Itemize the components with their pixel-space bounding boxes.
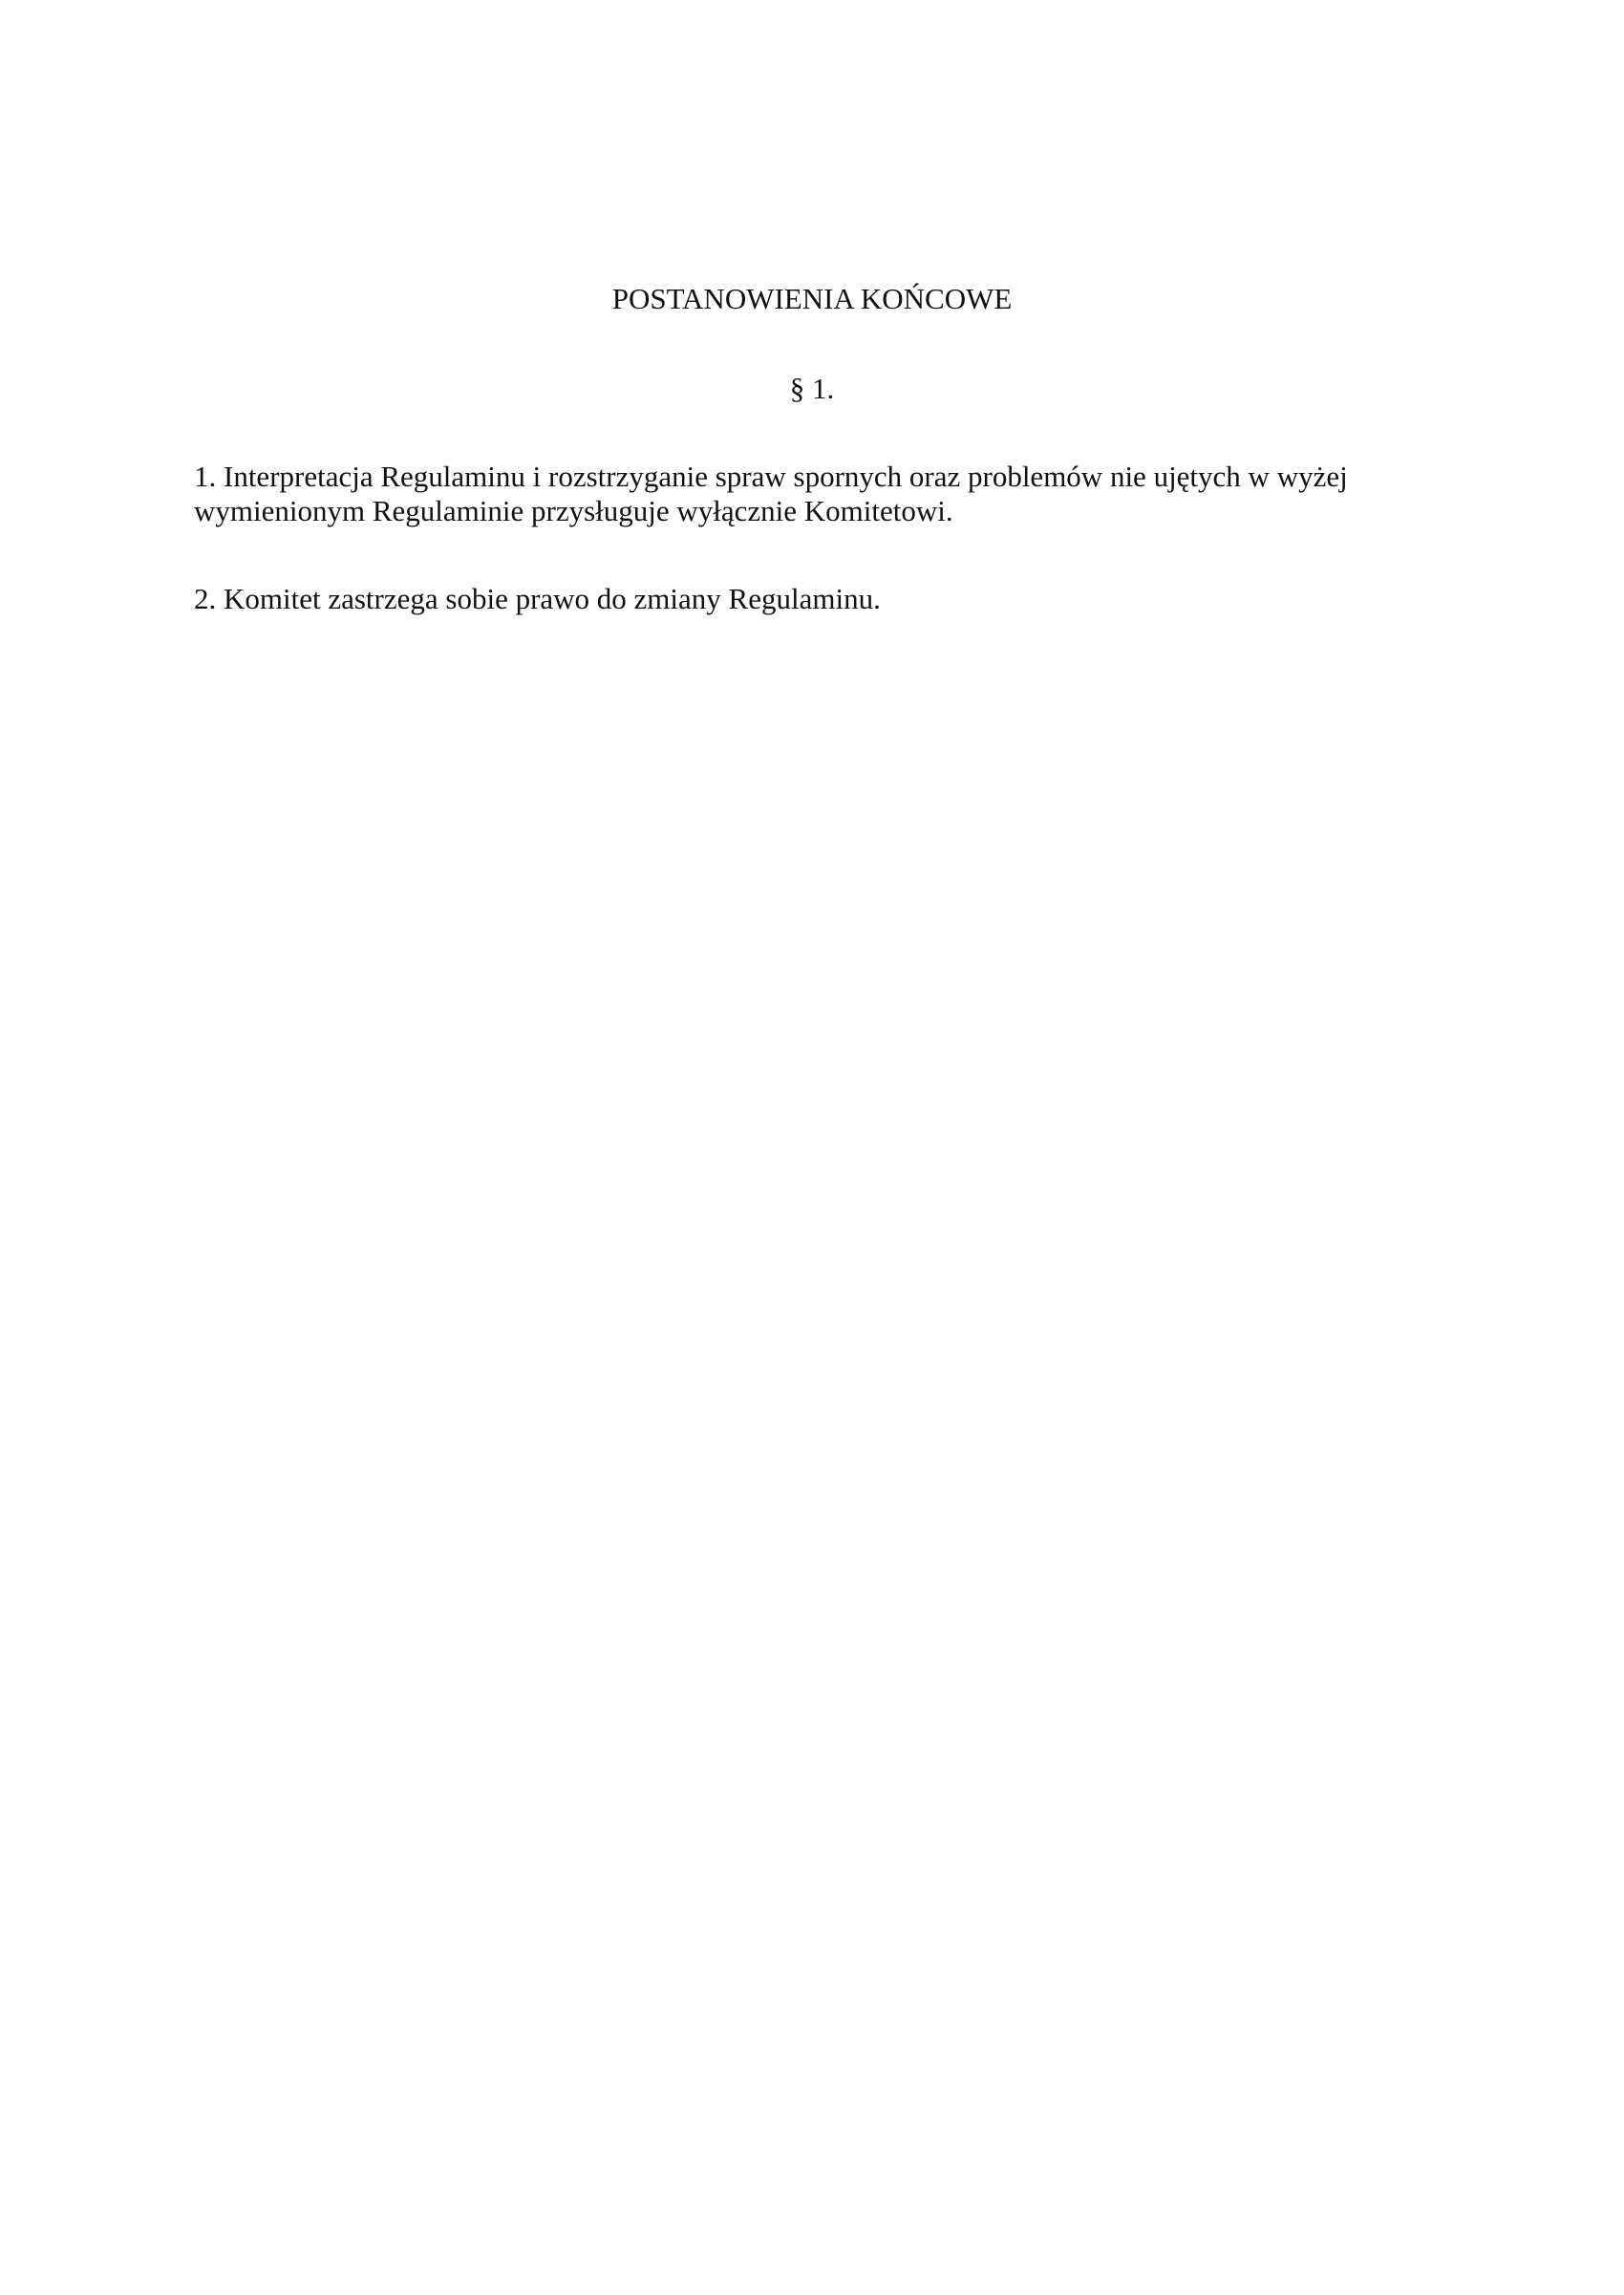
section-heading: § 1. xyxy=(789,372,835,405)
paragraph-2-line-1: 2. Komitet zastrzega sobie prawo do zmiany Regulaminu. xyxy=(194,582,881,615)
paragraph-1-line-2: wymienionym Regulaminie przysługuje wyłącznie Komitetowi. xyxy=(194,494,953,527)
paragraph-1 xyxy=(194,460,1436,528)
page-title: POSTANOWIENIA KOŃCOWE xyxy=(611,282,1013,315)
paragraph-1-line-1: 1. Interpretacja Regulaminu i rozstrzyganie spraw spornych oraz problemów nie ujętych w wyżej xyxy=(194,460,1348,493)
paragraph-2 xyxy=(194,582,1436,616)
